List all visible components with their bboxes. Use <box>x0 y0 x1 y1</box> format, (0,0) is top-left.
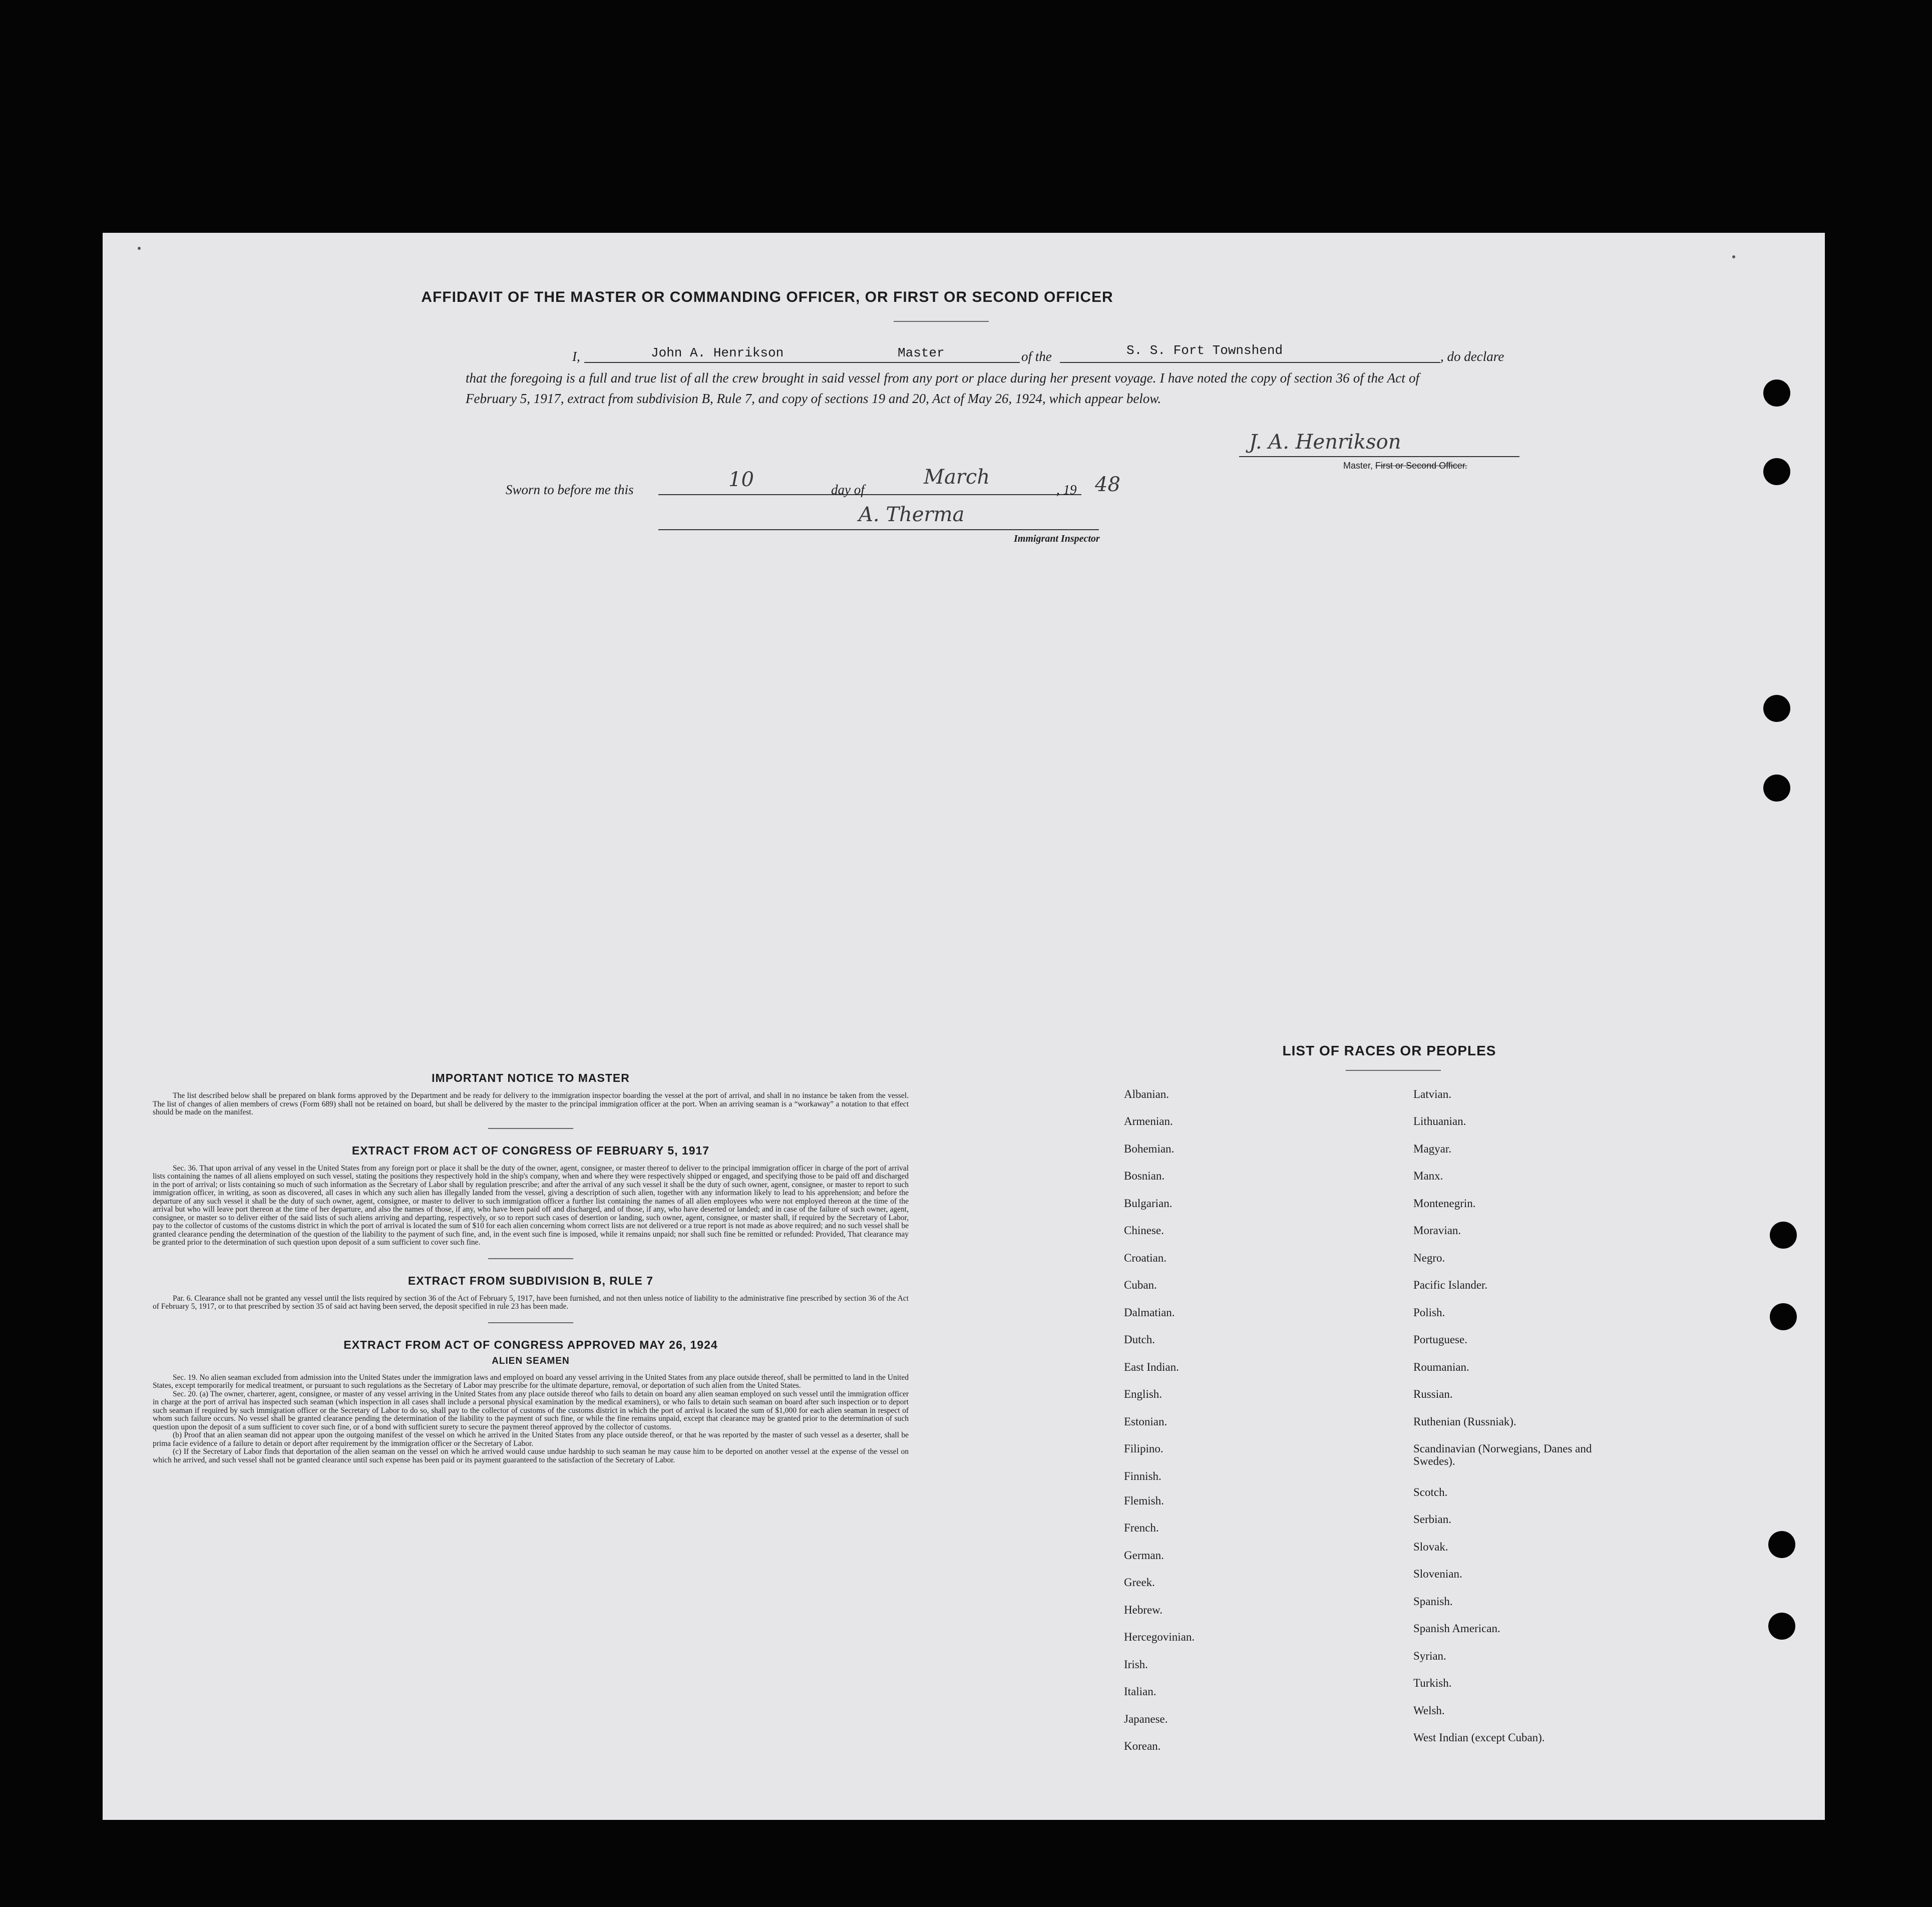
officer-caption <box>1343 461 1467 471</box>
race-right-item: Portuguese. <box>1413 1333 1467 1346</box>
race-right-item: Pacific Islander. <box>1413 1279 1488 1291</box>
race-left-item: Irish. <box>1124 1658 1148 1671</box>
officer-caption-struck: First or Second Officer. <box>1375 461 1467 471</box>
officer-caption-master: Master, <box>1343 461 1373 471</box>
punch-hole <box>1763 458 1790 485</box>
inspector-line <box>658 529 1099 530</box>
punch-hole <box>1768 1613 1795 1640</box>
act-1924-sec19: Sec. 19. No alien seaman excluded from admission into the United States under the immigration laws and employed on board any vessel arriving in the United States from any place outside thereof, shall be permitted to land in the United States, except temporarily for medical treatment, or pursuant to such regulations as the Secretary of Labor may prescribe for the ultimate departure, removal, or deportation of such alien from the United States. <box>153 1373 909 1390</box>
race-right-item: West Indian (except Cuban). <box>1413 1731 1545 1744</box>
affidavit-title: AFFIDAVIT OF THE MASTER OR COMMANDING OFFICER, OR FIRST OR SECOND OFFICER <box>421 289 1113 305</box>
act-1917-body: Sec. 36. That upon arrival of any vessel in the United States from any foreign port or place it shall be the duty of the owner, agent, consignee, or master thereof to deliver to the principal immigration officer in charge of the port of arrival lists containing the names of all aliens employed on such vessel, stating the positions they respectively hold in the ship's company, when and where they were respectively shipped or engaged, and specifying those to be paid off and discharged in the port of arrival; or lists containing so much of such information as the Secretary of Labor shall by regulation prescribe; and after the arrival of any such vessel it shall be the duty of such owner, agent, consignee, or master to report to such immigration officer, in writing, as soon as discovered, all cases in which any such alien has illegally landed from the vessel, giving a description of such alien, together with any information likely to lead to his apprehension; and before the departure of any such vessel it shall be the duty of such owner, agent, consignee, or master to deliver to such immigration officer a further list containing the names of all alien employees who were not employed thereon at the time of the arrival but who will leave port thereon at the time of her departure, and also the names of those, if any, who have been paid off and discharged, and of those, if any, who have deserted or landed; and in case of the failure of such owner, agent, consignee, or master so to deliver either of the said lists of such aliens arriving and departing, respectively, or so to report such cases of desertion or landing, such owner, agent, consignee, or master shall, if required by the Secretary of Labor, pay to the collector of customs of the customs district in which the port of arrival is located the sum of $10 for each alien concerning whom correct lists are not delivered or a true report is not made as above required; and no such vessel shall be granted clearance pending the determination of the question of the liability to the payment of such fine, and, in the event such fine is imposed, while it remains unpaid; nor shall such fine be remitted or refunded: Provided, That clearance may be granted prior to the determination of such question upon deposit of a sum sufficient to cover such fine. <box>153 1164 909 1247</box>
race-right-item: Spanish American. <box>1413 1622 1500 1635</box>
race-left-item: Hebrew. <box>1124 1604 1163 1616</box>
act-1924-subheading: ALIEN SEAMEN <box>492 1355 570 1366</box>
race-right-item: Lithuanian. <box>1413 1115 1466 1127</box>
title-divider <box>894 321 989 322</box>
race-left-item: German. <box>1124 1549 1164 1562</box>
manifest-page <box>103 233 1825 1820</box>
race-left-item: East Indian. <box>1124 1361 1179 1373</box>
race-left-item: Flemish. <box>1124 1494 1164 1507</box>
race-right-item: Scandinavian (Norwegians, Danes and Swedes). <box>1413 1442 1592 1467</box>
sworn-month-line <box>871 494 1081 495</box>
race-right-item: Spanish. <box>1413 1595 1453 1608</box>
punch-hole <box>1770 1303 1797 1330</box>
rule-7-heading: EXTRACT FROM SUBDIVISION B, RULE 7 <box>408 1274 654 1287</box>
sworn-day: 10 <box>728 468 754 491</box>
race-left-item: Italian. <box>1124 1685 1156 1698</box>
race-right-item: Ruthenian (Russniak). <box>1413 1415 1516 1428</box>
race-left-item: Greek. <box>1124 1576 1155 1589</box>
race-left-item: French. <box>1124 1521 1159 1534</box>
race-right-item: Negro. <box>1413 1252 1445 1264</box>
race-left-item: Hercegovinian. <box>1124 1631 1195 1643</box>
race-left-item: Croatian. <box>1124 1252 1167 1264</box>
race-right-item: Manx. <box>1413 1170 1443 1182</box>
race-right-item: Slovak. <box>1413 1541 1448 1553</box>
master-signature: J. A. Henrikson <box>1249 431 1401 454</box>
race-right-item: Montenegrin. <box>1413 1197 1476 1210</box>
punch-hole <box>1763 775 1790 802</box>
act-1924-heading: EXTRACT FROM ACT OF CONGRESS APPROVED MAY 26, 1924 <box>343 1338 718 1351</box>
master-rank: Master <box>898 345 945 360</box>
punch-hole <box>1768 1531 1795 1558</box>
year-suffix: 48 <box>1095 473 1120 496</box>
year-prefix: , 19 <box>1056 482 1077 497</box>
race-right-item: Syrian. <box>1413 1650 1446 1662</box>
page-speck <box>1732 255 1735 258</box>
punch-hole <box>1763 695 1790 722</box>
race-left-item: English. <box>1124 1388 1163 1400</box>
races-divider <box>1346 1070 1441 1071</box>
race-right-item: Scotch. <box>1413 1486 1448 1498</box>
race-right-item: Russian. <box>1413 1388 1453 1400</box>
race-right-item: Turkish. <box>1413 1677 1452 1689</box>
act-1924-sec20b: (b) Proof that an alien seaman did not appear upon the outgoing manifest of the vessel on which he arrived in the United States from any place outside thereof, or that he was reported by the master of such vessel as a deserter, shall be prima facie evidence of a failure to detain or deport after requirement by the immigration officer or the Secretary of Labor. <box>153 1431 909 1448</box>
name-line <box>584 362 1020 363</box>
race-left-item: Bosnian. <box>1124 1170 1165 1182</box>
legal-notices <box>153 1071 909 1464</box>
act-1924-sec20a: Sec. 20. (a) The owner, charterer, agent, consignee, or master of any vessel arriving in the United States from any place outside thereof who fails to detain on board any alien seaman employed on such vessel until the immigration officer in charge at the port of arrival has inspected such seaman (which inspection in all cases shall include a personal physical examination by the medical examiners), or who fails to detain such seaman on board after such inspection or to deport such seaman if required by such immigration officer or the Secretary of Labor to do so, shall pay to the collector of customs of the customs district in which the port of arrival is located the sum of $1,000 for each alien seaman in respect of whom such failure occurs. No vessel shall be granted clearance pending the determination of the liability to the payment of such fine, or while the fine remains unpaid, except that clearance may be granted prior to the determination of such question upon the deposit of a sum sufficient to cover such fine, or of a bond with sufficient surety to secure the payment thereof approved by the collector of customs. <box>153 1389 909 1431</box>
page-speck <box>138 247 141 250</box>
act-1924-sec20c: (c) If the Secretary of Labor finds that deportation of the alien seaman on the vessel on which he arrived would cause undue hardship to such seaman he may cause him to be deported on another vessel at the expense of the vessel on which he arrived, and such vessel shall not be granted clearance until such expense has been paid or its payment guaranteed to the satisfaction of the Secretary of Labor. <box>153 1447 909 1464</box>
race-left-item: Estonian. <box>1124 1415 1168 1428</box>
punch-hole <box>1770 1222 1797 1249</box>
race-right-item: Serbian. <box>1413 1513 1452 1525</box>
section-divider <box>488 1258 573 1259</box>
race-left-item: Dutch. <box>1124 1333 1155 1346</box>
race-right-item: Welsh. <box>1413 1704 1445 1717</box>
of-the-label: of the <box>1021 349 1052 364</box>
declaration-text: that the foregoing is a full and true list of all the crew brought in said vessel from any port or place during her present voyage. I have noted the copy of section 36 of the Act of February 5, 1917, extract from subdivision B, Rule 7, and copy of sections 19 and 20, Act of May 26, 1924, which appear below. <box>466 370 1419 406</box>
race-right-item: Moravian. <box>1413 1224 1461 1237</box>
race-left-item: Bulgarian. <box>1124 1197 1173 1210</box>
race-right-item: Latvian. <box>1413 1088 1451 1100</box>
do-declare-label: , do declare <box>1440 349 1504 364</box>
inspector-caption: Immigrant Inspector <box>1014 533 1100 544</box>
race-left-item: Finnish. <box>1124 1470 1162 1482</box>
sworn-label: Sworn to before me this <box>506 482 634 497</box>
sworn-month: March <box>924 466 990 489</box>
day-of-label: day of <box>831 482 865 497</box>
race-left-item: Dalmatian. <box>1124 1306 1175 1319</box>
race-left-item: Albanian. <box>1124 1088 1170 1100</box>
section-divider <box>488 1128 573 1129</box>
notice-body: The list described below shall be prepared on blank forms approved by the Department and be ready for delivery to the immigration inspector boarding the vessel at the port of arrival, and shall in no instance be taken from the vessel. The list of changes of alien members of crews (Form 689) shall not be retained on board, but shall be delivered by the master to the principal immigration officer at the port. When an arriving seaman is a “workaway” a notation to that effect should be made on the manifest. <box>153 1091 909 1116</box>
race-right-item: Slovenian. <box>1413 1568 1462 1580</box>
race-left-item: Bohemian. <box>1124 1142 1175 1155</box>
punch-hole <box>1763 379 1790 407</box>
notice-heading: IMPORTANT NOTICE TO MASTER <box>432 1071 630 1084</box>
race-left-item: Korean. <box>1124 1740 1161 1752</box>
signature-line <box>1239 456 1519 457</box>
race-right-item: Roumanian. <box>1413 1361 1469 1373</box>
race-right-item: Magyar. <box>1413 1142 1452 1155</box>
race-right-item: Polish. <box>1413 1306 1445 1319</box>
inspector-signature: A. Therma <box>859 503 965 526</box>
race-left-item: Cuban. <box>1124 1279 1157 1291</box>
vessel-name: S. S. Fort Townshend <box>1126 343 1283 358</box>
race-left-item: Armenian. <box>1124 1115 1173 1127</box>
section-divider <box>488 1322 573 1323</box>
rule-7-body: Par. 6. Clearance shall not be granted any vessel until the lists required by section 36 of the Act of February 5, 1917, have been furnished, and not then unless notice of liability to the administrative fine prescribed by section 36 of the Act of February 5, 1917, or to that prescribed by section 35 of said act having been served, the deposit specified in rule 23 has been made. <box>153 1294 909 1311</box>
race-left-item: Chinese. <box>1124 1224 1164 1237</box>
race-left-item: Japanese. <box>1124 1713 1168 1725</box>
vessel-line <box>1060 362 1440 363</box>
races-title: LIST OF RACES OR PEOPLES <box>1282 1043 1496 1058</box>
race-left-item: Filipino. <box>1124 1442 1164 1455</box>
master-name: John A. Henrikson <box>651 345 784 360</box>
i-label: I, <box>572 349 580 364</box>
act-1917-heading: EXTRACT FROM ACT OF CONGRESS OF FEBRUARY 5, 1917 <box>351 1143 710 1157</box>
